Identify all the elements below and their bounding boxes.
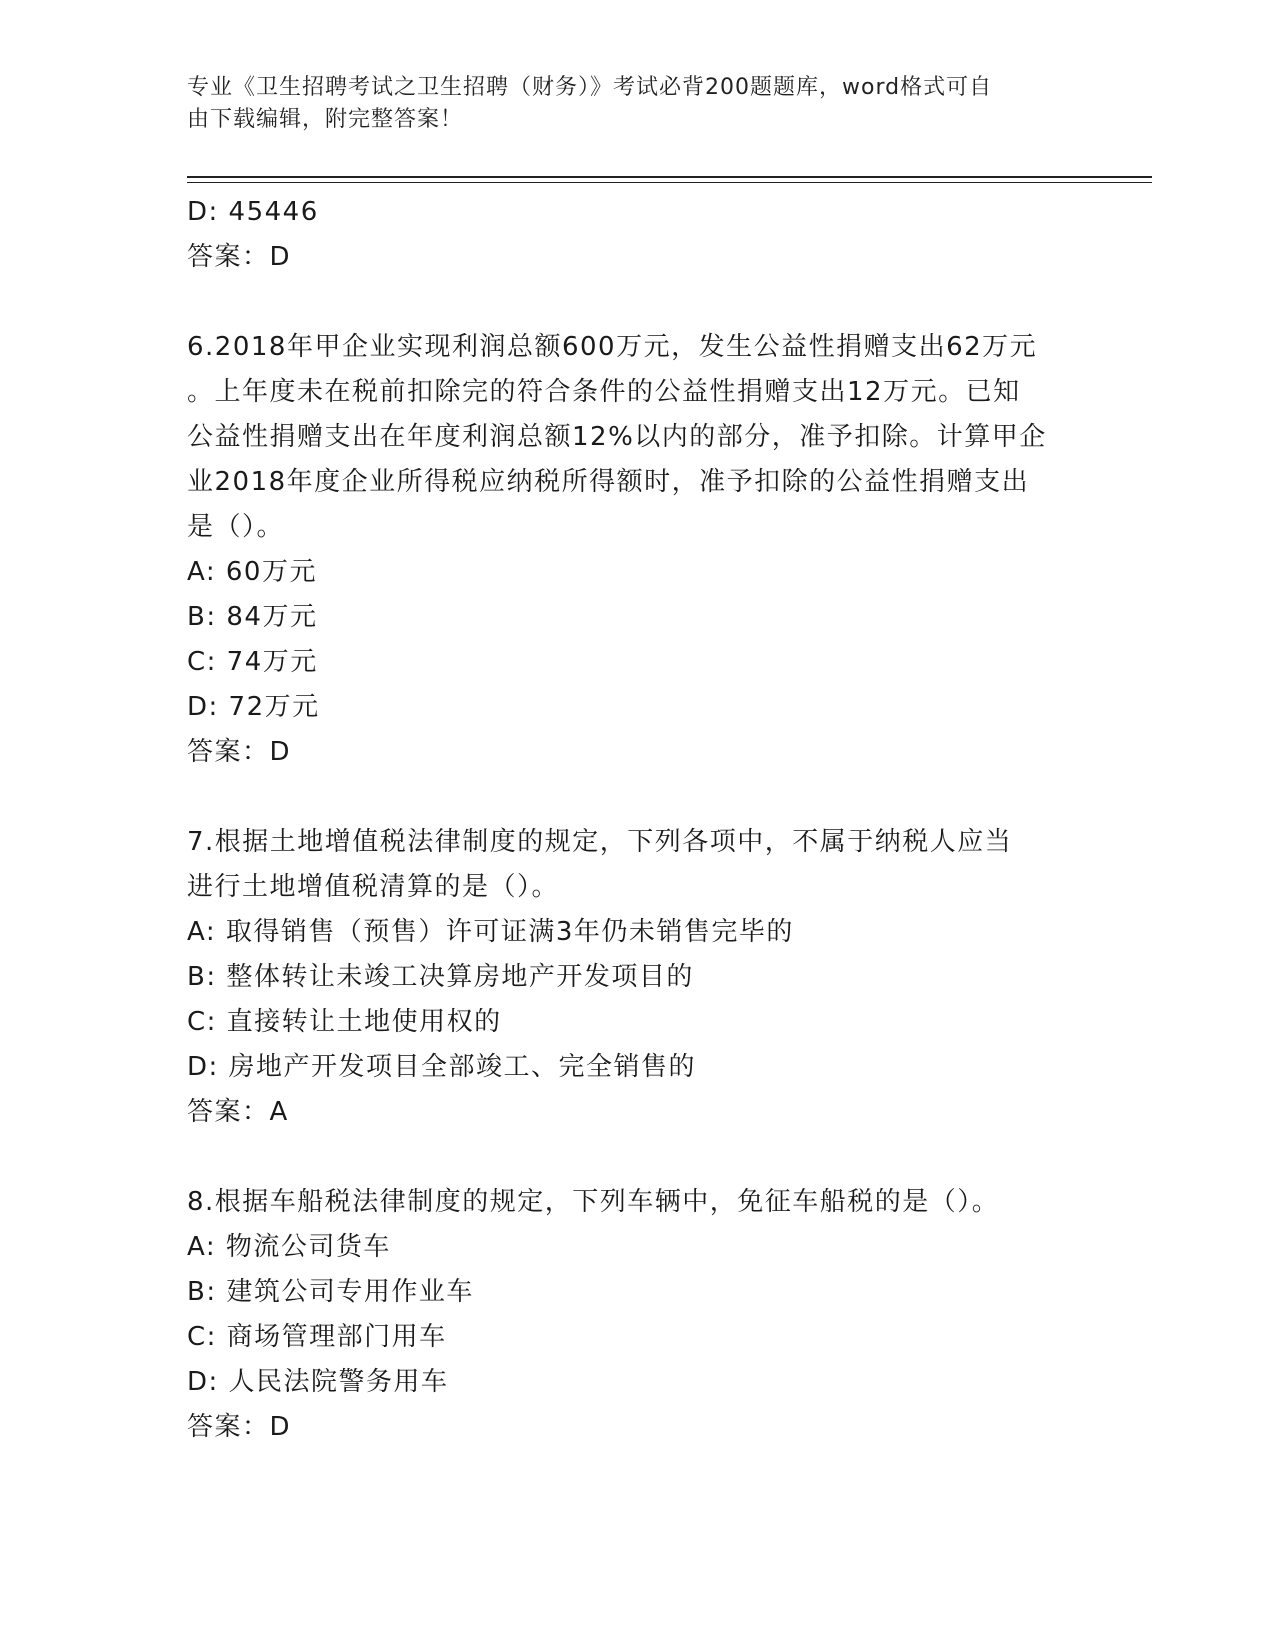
option-c: C: 直接转让土地使用权的	[187, 1007, 502, 1037]
question-text-line: 6.2018年甲企业实现利润总额600万元，发生公益性捐赠支出62万元	[187, 332, 1038, 362]
option-c: C: 74万元	[187, 647, 318, 677]
option-a: A: 物流公司货车	[187, 1232, 391, 1262]
option-d: D: 72万元	[187, 692, 320, 722]
option-a: A: 取得销售（预售）许可证满3年仍未销售完毕的	[187, 917, 794, 947]
option-d: D: 人民法院警务用车	[187, 1367, 449, 1397]
option-a: A: 60万元	[187, 557, 317, 587]
header-divider-thick	[187, 176, 1152, 178]
question-text-line: 公益性捐赠支出在年度利润总额12%以内的部分，准予扣除。计算甲企	[187, 422, 1047, 452]
option-d: D: 房地产开发项目全部竣工、完全销售的	[187, 1052, 697, 1082]
question-text-line: 进行土地增值税清算的是（）。	[187, 872, 560, 902]
question-text-line: 是（）。	[187, 512, 285, 542]
question-text-line: 业2018年度企业所得税应纳税所得额时，准予扣除的公益性捐赠支出	[187, 467, 1030, 497]
answer-line: 答案：D	[187, 242, 292, 272]
option-b: B: 整体转让未竣工决算房地产开发项目的	[187, 962, 694, 992]
question-text-line: 8.根据车船税法律制度的规定，下列车辆中，免征车船税的是（）。	[187, 1187, 1000, 1217]
header-divider-thin	[187, 182, 1152, 183]
option-b: B: 建筑公司专用作业车	[187, 1277, 474, 1307]
document-body	[187, 190, 1087, 1450]
option-c: C: 商场管理部门用车	[187, 1322, 447, 1352]
question-6	[187, 325, 1087, 775]
question-text-line: 7.根据土地增值税法律制度的规定，下列各项中，不属于纳税人应当	[187, 827, 1013, 857]
question-8	[187, 1180, 1087, 1450]
header-line-2: 由下载编辑，附完整答案！	[187, 107, 464, 132]
answer-line: 答案：D	[187, 1412, 292, 1442]
option-d: D: 45446	[187, 197, 319, 227]
answer-line: 答案：A	[187, 1097, 289, 1127]
question-text-line: 。上年度未在税前扣除完的符合条件的公益性捐赠支出12万元。已知	[187, 377, 1021, 407]
previous-question-tail	[187, 190, 1087, 280]
answer-line: 答案：D	[187, 737, 292, 767]
option-b: B: 84万元	[187, 602, 318, 632]
question-7	[187, 820, 1087, 1135]
document-header	[187, 72, 1067, 136]
header-line-1: 专业《卫生招聘考试之卫生招聘（财务）》考试必背200题题库，word格式可自	[187, 75, 993, 100]
